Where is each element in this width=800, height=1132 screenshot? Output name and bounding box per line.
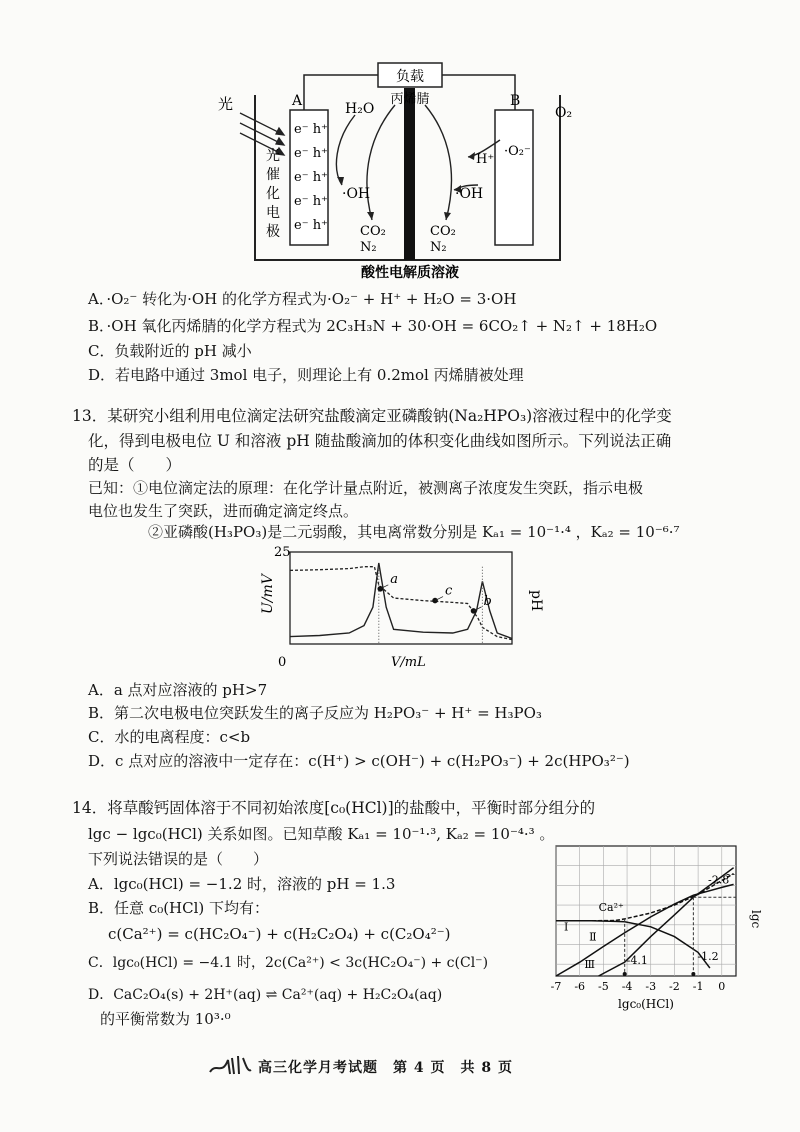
water-label: H₂O: [345, 101, 375, 117]
q13-stem-line3: 的是（ ）: [88, 456, 182, 474]
x-tick-label: -3: [645, 980, 657, 993]
x-tick-label: -2: [669, 980, 680, 993]
separator-membrane: [404, 88, 415, 260]
page-footer: 高三化学月考试题 第 4 页 共 8 页: [258, 1060, 513, 1076]
electrochemical-cell-diagram: [210, 55, 573, 285]
n2-left: N₂: [360, 240, 377, 255]
y-axis-label-right: pH: [528, 590, 544, 612]
q13-option-a: A．a 点对应溶液的 pH>7: [88, 681, 268, 699]
photocatalytic-label-char: 极: [266, 224, 280, 240]
q13-known-line3: ②亚磷酸(H₃PO₃)是二元弱酸，其电离常数分别是 Kₐ₁ = 10⁻¹·⁴ ，Kₐ₂ = 10⁻⁶·⁷: [148, 523, 680, 541]
electron-hole-pair: e⁻ h⁺: [294, 170, 328, 185]
load-label: 负载: [396, 69, 424, 85]
x-tick-label: -5: [598, 980, 609, 993]
point-c: [432, 598, 438, 604]
co2-right: CO₂: [430, 224, 456, 239]
curve-label: Ca²⁺: [598, 901, 624, 914]
hydroxyl-radical-right: ·OH: [455, 186, 484, 202]
curve-label: Ⅲ: [584, 958, 596, 972]
q13-stem-line2: 化，得到电极电位 U 和溶液 pH 随盐酸滴加的体积变化曲线如图所示。下列说法正确: [88, 432, 672, 450]
annotation-label: -1.2: [697, 950, 719, 964]
series-line-1: [290, 563, 512, 639]
photocatalytic-label-char: 电: [266, 205, 280, 221]
q14-option-a: A．lgc₀(HCl) = −1.2 时，溶液的 pH = 1.3: [88, 875, 396, 893]
electrode-b-label: B: [510, 93, 521, 109]
q14-stem-line2: lgc − lgc₀(HCl) 关系如图。已知草酸 Kₐ₁ = 10⁻¹·³, Kₐ₂ = 10⁻⁴·³ 。: [88, 825, 555, 843]
electron-hole-pair: e⁻ h⁺: [294, 218, 328, 233]
q14-option-b-formula: c(Ca²⁺) = c(HC₂O₄⁻) + c(H₂C₂O₄) + c(C₂O₄²⁻): [108, 925, 451, 943]
curve-label: Ⅰ: [564, 920, 569, 934]
footer-scribble: [208, 1052, 252, 1078]
q14-stem-line3: 下列说法错误的是（ ）: [88, 850, 269, 868]
superoxide-label: ·O₂⁻: [504, 144, 531, 159]
q13-option-d: D．c 点对应的溶液中一定存在：c(H⁺) > c(OH⁻) + c(H₂PO₃⁻) + 2c(HPO₃²⁻): [88, 752, 630, 770]
point-label-b: b: [483, 593, 492, 609]
light-label: 光: [218, 95, 234, 113]
y-axis-label: lgc: [749, 910, 763, 929]
x-tick-label: -7: [550, 980, 562, 993]
electrode-a-label: A: [292, 93, 303, 109]
electron-hole-pair: e⁻ h⁺: [294, 122, 328, 137]
x-axis-label: lgc₀(HCl): [618, 997, 674, 1011]
x-axis-label: V/mL: [391, 655, 426, 670]
photocatalytic-label-char: 催: [266, 167, 280, 183]
q13-known-line1: 已知：①电位滴定法的原理：在化学计量点附近，被测离子浓度发生突跃，指示电极: [88, 479, 644, 497]
q12-option-d: D．若电路中通过 3mol 电子，则理论上有 0.2mol 丙烯腈被处理: [88, 366, 524, 384]
q14-option-d: D．CaC₂O₄(s) + 2H⁺(aq) ⇌ Ca²⁺(aq) + H₂C₂O₄(aq): [88, 987, 443, 1003]
x-tick-label: -6: [574, 980, 586, 993]
proton-label: H⁺: [476, 152, 495, 167]
n2-right: N₂: [430, 240, 447, 255]
oxygen-label: O₂: [555, 105, 573, 121]
q13-stem-line1: 13．某研究小组利用电位滴定法研究盐酸滴定亚磷酸钠(Na₂HPO₃)溶液过程中的化学变: [72, 407, 672, 425]
q12-option-b: B．·OH 氧化丙烯腈的化学方程式为 2C₃H₃N + 30·OH = 6CO₂↑ + N₂↑ + 18H₂O: [88, 317, 658, 335]
hydroxyl-radical-left: ·OH: [342, 186, 371, 202]
titration-chart: [250, 540, 550, 670]
photocatalytic-label-char: 光: [266, 148, 280, 164]
annotation-label: -2.8: [708, 873, 730, 887]
q12-option-a: A．·O₂⁻ 转化为·OH 的化学方程式为·O₂⁻ + H⁺ + H₂O = 3·OH: [88, 290, 517, 308]
x-tick-label: 0: [718, 980, 726, 993]
y-axis-label-left: U/mV: [260, 574, 276, 614]
point-label-c: c: [445, 583, 453, 599]
x-tick-label: -1: [692, 980, 704, 993]
marker-point: [623, 972, 627, 976]
lgc-chart: [548, 840, 768, 1030]
q14-option-c: C．lgc₀(HCl) = −4.1 时，2c(Ca²⁺) < 3c(HC₂O₄⁻) + c(Cl⁻): [88, 955, 489, 971]
marker-point: [691, 972, 695, 976]
y-tick-25: 25: [274, 545, 291, 560]
q12-option-c: C．负载附近的 pH 减小: [88, 342, 252, 360]
electrolyte-label: 酸性电解质溶液: [361, 265, 459, 281]
q13-option-c: C．水的电离程度：c<b: [88, 728, 251, 746]
point-label-a: a: [390, 571, 399, 587]
annotation-label: -4.1: [626, 954, 648, 968]
q14-stem-line1: 14．将草酸钙固体溶于不同初始浓度[c₀(HCl)]的盐酸中，平衡时部分组分的: [72, 799, 596, 817]
electrode-b: [495, 110, 533, 245]
electron-hole-pair: e⁻ h⁺: [294, 146, 328, 161]
q13-known-line2: 电位也发生了突跃，进而确定滴定终点。: [88, 502, 359, 520]
q13-option-b: B．第二次电极电位突跃发生的离子反应为 H₂PO₃⁻ + H⁺ = H₃PO₃: [88, 704, 542, 722]
photocatalytic-label-char: 化: [266, 186, 280, 202]
origin-label: 0: [278, 655, 287, 670]
acrylonitrile-label: 丙烯腈: [390, 92, 430, 107]
electron-hole-pair: e⁻ h⁺: [294, 194, 328, 209]
photocatalytic-electrode-label: [266, 147, 280, 240]
x-tick-label: -4: [621, 980, 633, 993]
curve-1: [556, 874, 734, 921]
q14-option-b: B．任意 c₀(HCl) 下均有：: [88, 899, 270, 917]
curve-label: Ⅱ: [589, 930, 597, 944]
q14-option-d-cont: 的平衡常数为 10³·⁰: [100, 1010, 231, 1028]
co2-left: CO₂: [360, 224, 386, 239]
